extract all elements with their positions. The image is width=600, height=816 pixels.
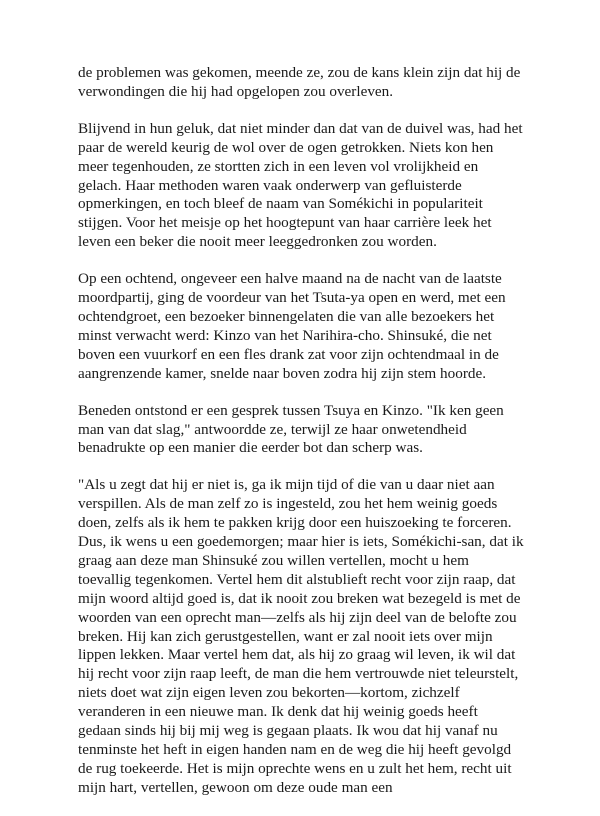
paragraph-3: Op een ochtend, ongeveer een halve maand na de nacht van de laatste moordpartij, ging de voordeur van het Tsuta-ya open en werd, met een ochtendgroet, een bezoeker binnengelaten die van alle bezoekers het minst verwacht werd: Kinzo van het Narihira-cho. Shinsuké, die net boven een vuurkorf en een fles drank zat voor zijn ochtendmaal in de aangrenzende kamer, snelde naar boven zodra hij zijn stem hoorde.	[78, 270, 506, 382]
paragraph-2: Blijvend in hun geluk, dat niet minder dan dat van de duivel was, had het paar de wereld keurig de wol over de ogen getrokken. Niets kon hen meer tegenhouden, ze stortten zich in een leven vol vrolijkheid en gelach. Haar methoden waren vaak onderwerp van gefluisterde opmerkingen, en toch bleef de naam van Somékichi in populariteit stijgen. Voor het meisje op het hoogtepunt van haar carrière leek het leven een beker die nooit meer leeggedronken zou worden.	[78, 119, 523, 251]
paragraph-4: Beneden ontstond er een gesprek tussen Tsuya en Kinzo. "Ik ken geen man van dat slag," antwoordde ze, terwijl ze haar onwetendheid benadrukte op een manier die eerder bot dan scherp was.	[78, 401, 504, 457]
paragraph-5: "Als u zegt dat hij er niet is, ga ik mijn tijd of die van u daar niet aan verspillen. Als de man zelf zo is ingesteld, zou het hem weinig goeds doen, zelfs als ik hem te pakken krijg door een huiszoeking te forceren. Dus, ik wens u een goedemorgen; maar hier is iets, Somékichi-san, dat ik graag aan deze man Shinsuké zou willen vertellen, mocht u hem toevallig tegenkomen. Vertel hem dit alstublieft recht voor zijn raap, dat mijn woord altijd goed is, dat ik nooit zou breken wat bezegeld is met de woorden van een oprecht man—zelfs als hij zijn deel van de belofte zou breken. Hij kan zich gerustgestellen, want er zal nooit iets over mijn lippen lekken. Maar vertel hem dat, als hij zo graag wil leven, ik wil dat hij recht voor zijn raap leeft, de man die hem vertrouwde niet teleurstelt, niets doet wat zijn eigen leven zou bekorten—kortom, zichzelf veranderen in een nieuwe man. Ik denk dat hij weinig goeds heeft gedaan sinds hij bij mij weg is gegaan plaats. Ik wou dat hij vanaf nu tenminste het heft in eigen handen nam en de weg die hij heeft gevolgd de rug toekeerde. Het is mijn oprechte wens en u zult het hem, recht uit mijn hart, vertellen, gewoon om deze oude man een	[78, 476, 524, 796]
document-page	[78, 64, 524, 816]
paragraph-1: de problemen was gekomen, meende ze, zou de kans klein zijn dat hij de verwondingen die hij had opgelopen zou overleven.	[78, 64, 521, 100]
